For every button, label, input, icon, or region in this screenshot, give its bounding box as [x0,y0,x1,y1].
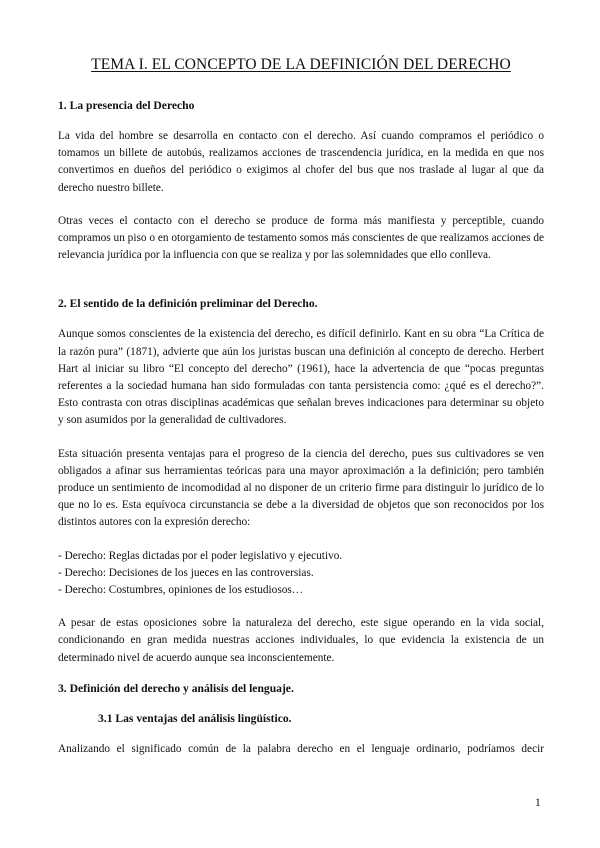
spacer [58,264,544,296]
section-2-paragraph-2: Esta situación presenta ventajas para el progreso de la ciencia del derecho, pues sus cultivadores se ven obligados a afinar sus herramientas teóricas para una mayor aproximación a la definición; pero también produce un sentimiento de incomodidad al no disponer de un criterio firme para distinguir lo jurídico de lo que no lo es. Esta equívoca circunstancia se debe a la diversidad de objetos que son reconocidos por los distintos autores con la expresión derecho: [58,447,544,529]
spacer [58,697,544,711]
spacer [58,430,544,446]
spacer [58,197,544,213]
section-1-paragraph-2: Otras veces el contacto con el derecho se produce de forma más manifiesta y perceptible, cuando compramos un piso o en otorgamiento de testamento somos más conscientes de que realizamos acciones de relevancia jurídica por la influencia con que se realiza y por las solemnidades que ello conlleva. [58,214,544,262]
spacer [58,114,544,128]
section-2-closing-paragraph: A pesar de estas oposiciones sobre la naturaleza del derecho, este sigue operando en la vida social, condicionando en gran medida nuestras acciones individuales, lo que evidencia la existencia de un determinado nivel de acuerdo aunque sea inconscientemente. [58,617,544,664]
spacer [58,312,544,326]
page-number: 1 [535,797,541,809]
section-1-heading: 1. La presencia del Derecho [58,99,195,112]
section-2-heading: 2. El sentido de la definición preliminar del Derecho. [58,297,318,311]
spacer [58,599,544,615]
document-title: TEMA I. EL CONCEPTO DE LA DEFINICIÓN DEL DERECHO [91,56,511,73]
section-3-paragraph-1: Analizando el significado común de la palabra derecho en el lenguaje ordinario, podríamos decir [58,742,544,755]
definition-list-item-2: - Derecho: Decisiones de los jueces en las controversias. [58,566,314,579]
section-3-1-subheading: 3.1 Las ventajas del análisis lingüístico. [98,711,292,725]
definition-list-item-1: - Derecho: Reglas dictadas por el poder legislativo y ejecutivo. [58,549,343,562]
section-2-paragraph-1: Aunque somos conscientes de la existencia del derecho, es difícil definirlo. Kant en su obra “La Crítica de la razón pura” (1871), advierte que aún los juristas buscan una definición al concepto de derecho. Herbert Hart al iniciar su libro “El concepto del derecho” (1961), hace la advertencia de que “pocas preguntas referentes a la sociedad humana han sido formuladas con tanta persistencia como: ¿qué es el derecho?”. Esto contrasta con otras disciplinas académicas que señalan breves indicaciones para determinar su objeto y son asumidos por la generalidad de cultivadores. [58,328,544,427]
document-page [58,56,544,758]
section-1-paragraph-1: La vida del hombre se desarrolla en contacto con el derecho. Así cuando compramos el periódico o tomamos un billete de autobús, realizamos acciones de trascendencia jurídica, en la medida en que nos convertimos en dueños del periódico o exigimos al chofer del bus que nos traslade al lugar al que da derecho nuestro billete. [58,130,544,194]
spacer [58,532,544,548]
spacer [58,727,544,741]
spacer [58,667,544,681]
definition-list-item-3: - Derecho: Costumbres, opiniones de los estudiosos… [58,584,304,597]
section-3-heading: 3. Definición del derecho y análisis del lenguaje. [58,681,294,695]
